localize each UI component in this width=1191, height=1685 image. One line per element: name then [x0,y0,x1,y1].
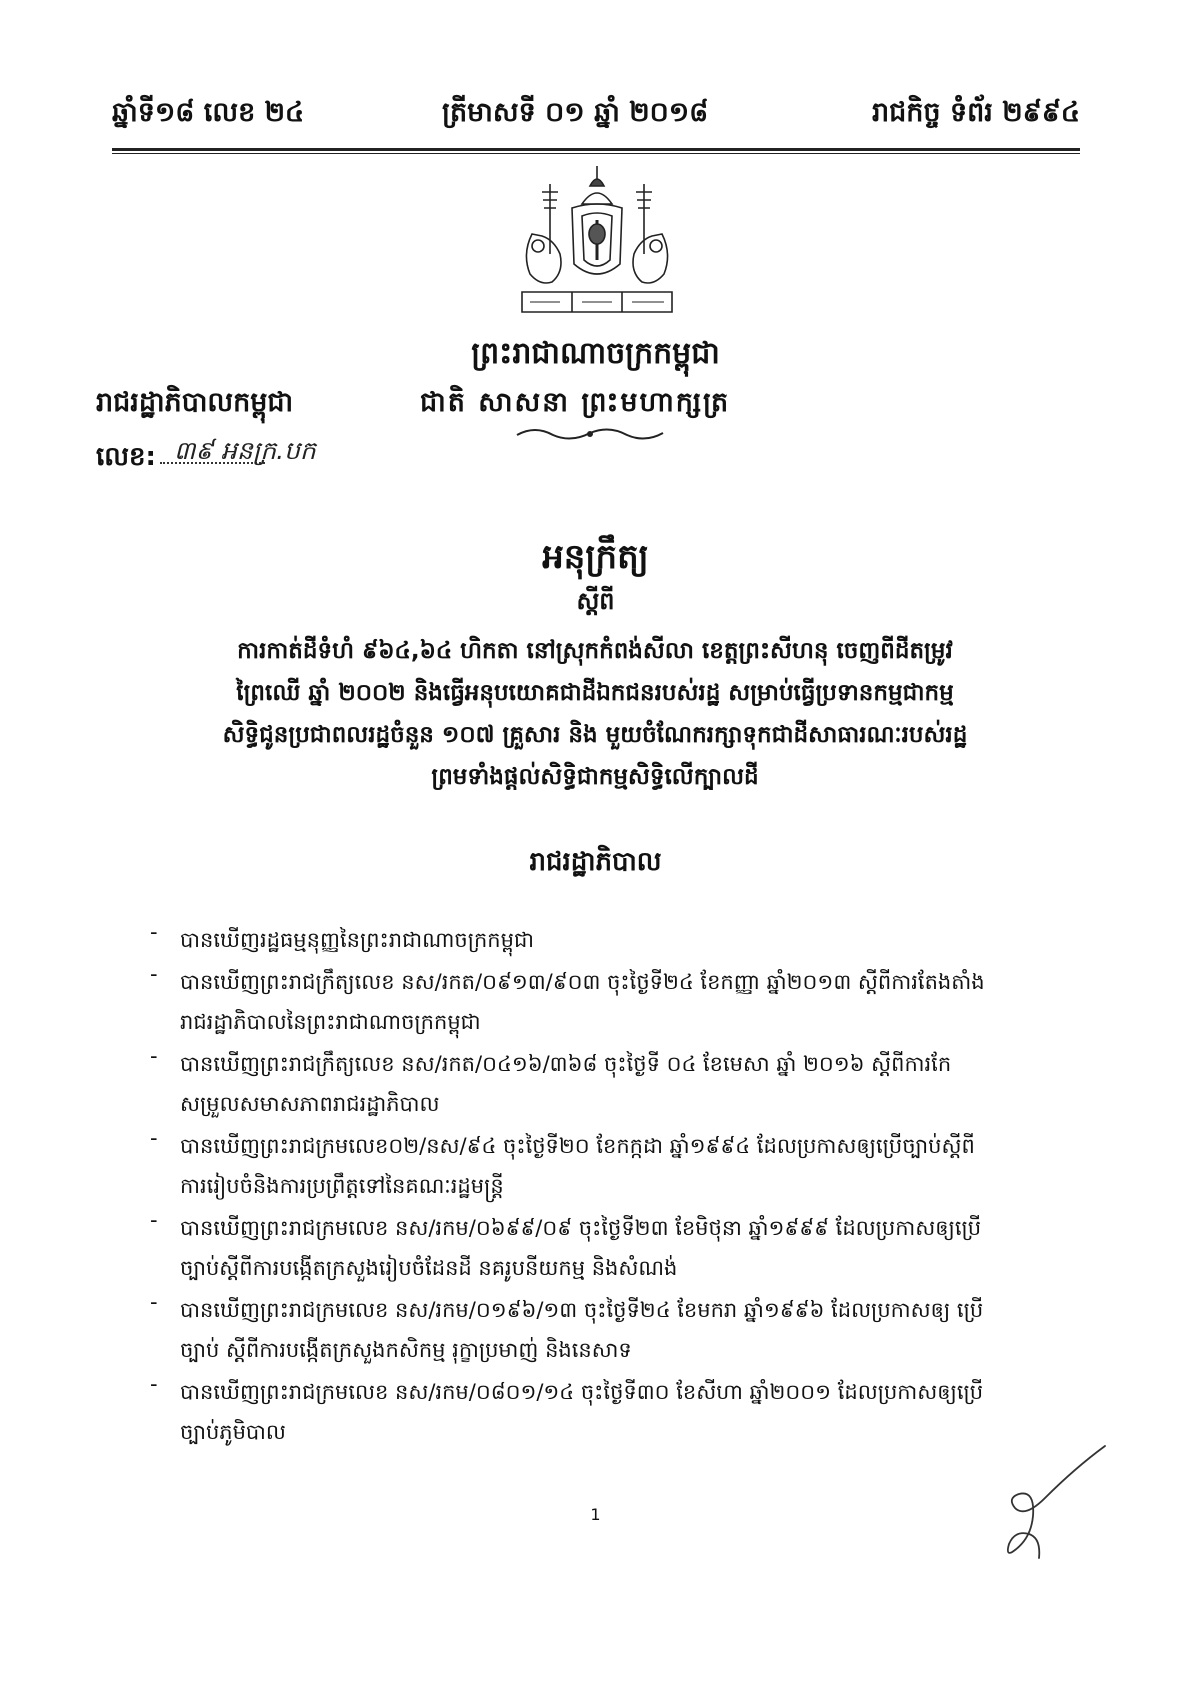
reference-line: បានឃើញព្រះរាជក្រឹត្យលេខ នស/រកត/០៩១៣/៩០៣ ចុះថ្ងៃទី២៤ ខែកញ្ញា ឆ្នាំ២០១៣ ស្តីពីការតែងតាំង [180,970,985,994]
header-rule-thin [112,153,1080,154]
reference-line: បានឃើញព្រះរាជក្រមលេខ នស/រកម/០១៩៦/១៣ ចុះថ្ងៃទី២៤ ខែមករា ឆ្នាំ១៩៩៦ ដែលប្រកាសឲ្យ ប្រើ [180,1298,984,1322]
bullet-dash: - [150,1126,158,1150]
subject-line: ព្រៃឈើ ឆ្នាំ ២០០២ និងធ្វើអនុបយោគជាដីឯកជនរបស់រដ្ឋ សម្រាប់ធ្វើប្រទានកម្មជាកម្ម [236,680,954,706]
document-number-label: លេខ: [96,442,156,472]
bullet-dash: - [150,920,158,944]
kingdom-heading: ព្រះរាជាណាចក្រកម្ពុជា [471,336,720,371]
national-motto: ជាតិ សាសនា ព្រះមហាក្សត្រ [420,387,731,418]
list-item [150,920,1050,960]
bullet-dash: - [150,1208,158,1232]
reference-line: បានឃើញព្រះរាជក្រមលេខ នស/រកម/០៦៩៩/០៩ ចុះថ្ងៃទី២៣ ខែមិថុនា ឆ្នាំ១៩៩៩ ដែលប្រកាសឲ្យប្រើ [180,1216,982,1240]
reference-line: បានឃើញព្រះរាជក្រមលេខ០២/នស/៩៤ ចុះថ្ងៃទី២០ ខែកក្កដា ឆ្នាំ១៩៩៤ ដែលប្រកាសឲ្យប្រើច្បាប់ស្តីពី [180,1134,975,1158]
list-item [150,1290,1050,1370]
subject-line: ការកាត់ដីទំហំ ៩៦៤,៦៤ ហិកតា នៅស្រុកកំពង់សីលា ខេត្តព្រះសីហនុ ចេញពីដីតម្រូវ [237,638,953,664]
reference-line: សម្រួលសមាសភាពរាជរដ្ឋាភិបាល [180,1092,440,1116]
subject-line: សិទ្ធិជូនប្រជាពលរដ្ឋចំនួន ១០៧ គ្រួសារ និង មួយចំណែករក្សាទុកជាដីសាធារណៈរបស់រដ្ឋ [222,722,968,748]
ornament-flourish-icon [515,425,665,443]
bullet-dash: - [150,1044,158,1068]
gazette-page-ref [872,96,1080,135]
list-item [150,1044,1050,1124]
reference-line: ច្បាប់ស្តីពីការបង្កើតក្រសួងរៀបចំដែនដី នគរូបនីយកម្ម និងសំណង់ [180,1256,678,1280]
header-rule-thick [112,148,1080,151]
document-subject [150,640,1040,808]
list-item [150,1208,1050,1288]
list-item [150,962,1050,1042]
issuing-authority: រាជរដ្ឋាភិបាល [529,847,662,877]
references-list [150,920,1050,1454]
royal-coat-of-arms-icon [512,164,682,324]
handwritten-signature-icon [985,1438,1115,1568]
government-name: រាជរដ្ឋាភិបាលកម្ពុជា [96,387,294,418]
reference-line: រាជរដ្ឋាភិបាលនៃព្រះរាជាណាចក្រកម្ពុជា [180,1010,481,1034]
bullet-dash: - [150,1372,158,1396]
bullet-dash: - [150,962,158,986]
reference-line: ច្បាប់ ស្តីពីការបង្កើតក្រសួងកសិកម្ម រុក្ខាប្រមាញ់ និងនេសាទ [180,1338,632,1362]
reference-line: បានឃើញព្រះរាជក្រមលេខ នស/រកម/០៨០១/១៤ ចុះថ្ងៃទី៣០ ខែសីហា ឆ្នាំ២០០១ ដែលប្រកាសឲ្យប្រើ [180,1380,984,1404]
subject-line: ព្រមទាំងផ្តល់សិទ្ធិជាកម្មសិទ្ធិលើក្បាលដី [431,764,759,790]
list-item [150,1126,1050,1206]
reference-line: ច្បាប់ភូមិបាល [180,1420,286,1444]
gazette-page-number: ២៩៩៤ [1002,97,1080,128]
reference-line: បានឃើញព្រះរាជក្រឹត្យលេខ នស/រកត/០៤១៦/៣៦៨ ចុះថ្ងៃទី ០៤ ខែមេសា ឆ្នាំ ២០១៦ ស្តីពីការកែ [180,1052,952,1076]
document-number-value: ៣៩ អនក្រ.បក [174,436,316,465]
gazette-page-prefix: រាជកិច្ច ទំព័រ [872,97,1003,128]
bullet-dash: - [150,1290,158,1314]
gazette-header [112,96,1080,142]
page-number: 1 [590,1505,601,1524]
gazette-year-issue: ឆ្នាំទី១៨ លេខ ២៤ [112,97,305,128]
reference-line: បានឃើញរដ្ឋធម្មនុញ្ញនៃព្រះរាជាណាចក្រកម្ពុជា [180,928,534,952]
gazette-quarter: ត្រីមាសទី ០១ ឆ្នាំ ២០១៨ [442,97,709,128]
document-type-title: អនុក្រឹត្យ [542,537,649,577]
list-item [150,1372,1050,1452]
reference-line: ការរៀបចំនិងការប្រព្រឹត្តទៅនៃគណៈរដ្ឋមន្ត្រី [180,1174,504,1198]
document-about: ស្តីពី [576,587,615,615]
